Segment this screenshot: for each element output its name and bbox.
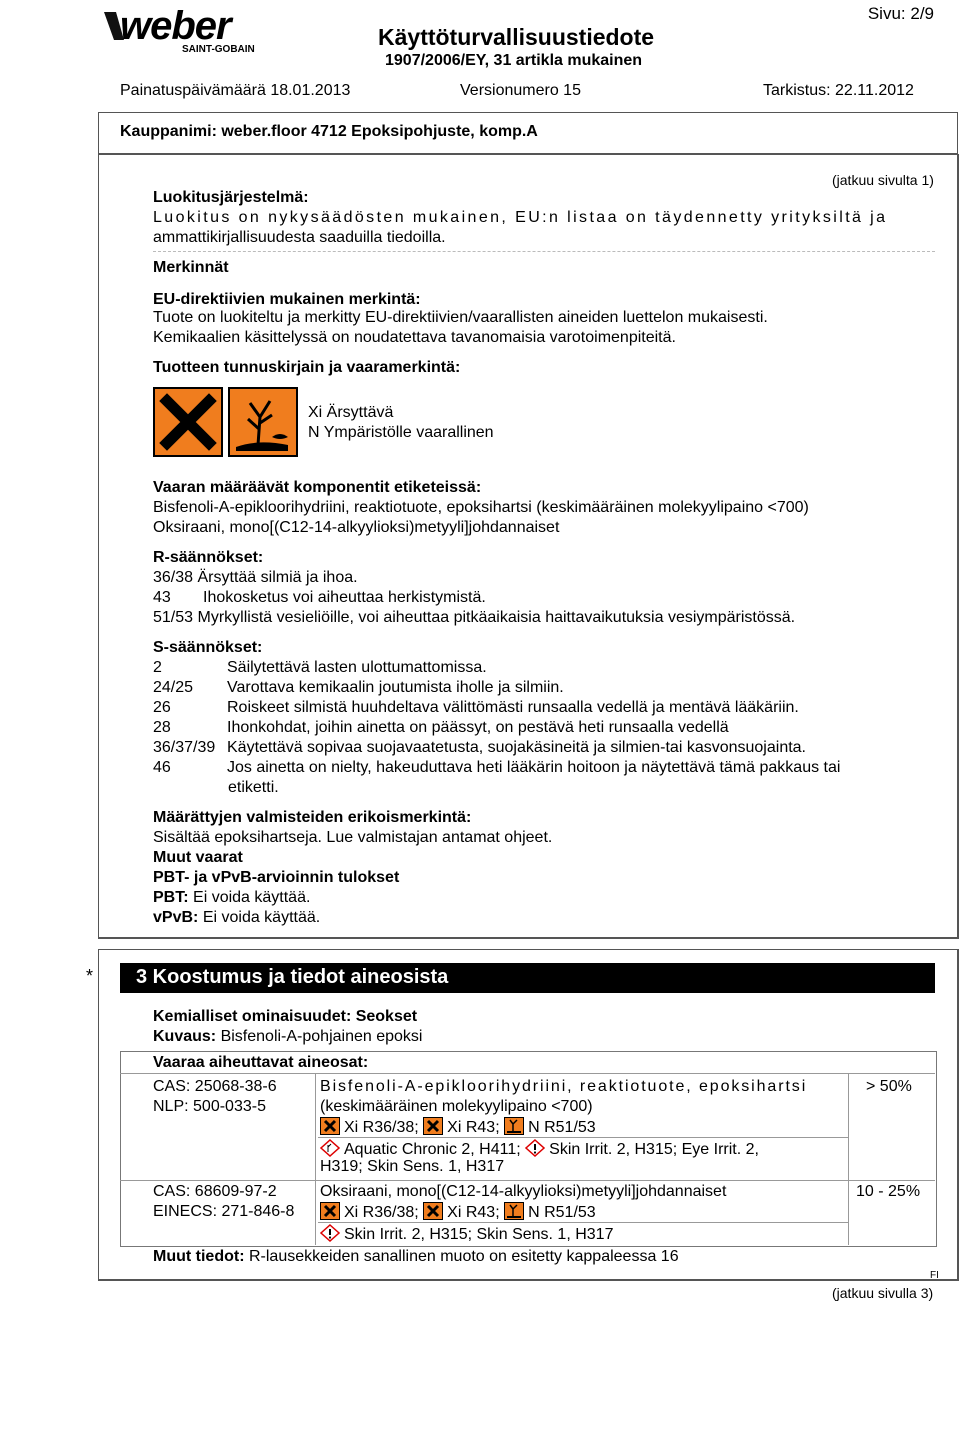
eu-text-2: Kemikaalien käsittelyssä on noudatettava tavanomaisia varotoimenpiteitä. <box>153 329 676 346</box>
weber-logo <box>100 6 260 54</box>
component-item: Oksiraani, mono[(C12-14-alkyylioksi)metyyli]johdannaiset <box>153 519 560 536</box>
component-item: Bisfenoli-A-epikloorihydriini, reaktiotuote, epoksihartsi (keskimääräinen molekyylipaino <700) <box>153 499 809 516</box>
change-marker: * <box>86 966 94 986</box>
s-phrase: 24/25 Varottava kemikaalin joutumista iholle ja silmiin. <box>153 679 564 696</box>
document-title: Käyttöturvallisuustiedote <box>378 24 655 50</box>
r-phrase: 51/53 Myrkyllistä vesieliöille, voi aiheuttaa pitkäaikaisia haittavaikutuksia vesiympäristössä. <box>153 609 796 626</box>
symbol-xi-text: Xi Ärsyttävä <box>308 404 394 421</box>
language-code: FI <box>930 1270 939 1281</box>
table-row-r-phrases: Xi R36/38; Xi R43; N R51/53 <box>320 1117 596 1138</box>
print-date: Painatuspäivämäärä 18.01.2013 <box>120 82 351 99</box>
s-phrase: 46 Jos ainetta on nielty, hakeuduttava heti lääkärin hoitoon ja näytettävä tämä pakkaus tai <box>153 759 841 776</box>
eu-text-1: Tuote on luokiteltu ja merkitty EU-direktiivien/vaarallisten aineiden luettelon mukaisesti. <box>153 309 768 326</box>
other-information: Muut tiedot: R-lausekkeiden sanallinen muoto on esitetty kappaleessa 16 <box>153 1248 679 1265</box>
document-subtitle: 1907/2006/EY, 31 artikla mukainen <box>385 52 643 69</box>
s-phrases-label: S-säännökset: <box>153 639 263 656</box>
components-label: Vaaran määräävät komponentit etiketeissä: <box>153 479 482 496</box>
table-row-id: NLP: 500-033-5 <box>153 1098 266 1115</box>
classification-system-text: Luokitus on nykysäädösten mukainen, EU:n listaa on täydennetty yrityksiltä ja <box>153 209 888 226</box>
description: Kuvaus: Bisfenoli-A-pohjainen epoksi <box>153 1028 423 1045</box>
vpvb-result: vPvB: Ei voida käyttää. <box>153 909 321 926</box>
s-phrase-continued: etiketti. <box>228 779 279 796</box>
table-row-name: Oksiraani, mono[(C12-14-alkyylioksi)metyyli]johdannaiset <box>320 1183 727 1200</box>
symbol-n-text: N Ympäristölle vaarallinen <box>308 424 494 441</box>
brand-sub: SAINT-GOBAIN <box>182 44 255 55</box>
continued-to: (jatkuu sivulla 3) <box>832 1285 934 1301</box>
xi-irritant-icon <box>423 1117 443 1135</box>
r-phrases-label: R-säännökset: <box>153 549 264 566</box>
n-environment-icon <box>504 1117 524 1135</box>
table-row-id: EINECS: 271-846-8 <box>153 1203 295 1220</box>
divider <box>153 251 935 252</box>
table-row-name: (keskimääräinen molekyylipaino <700) <box>320 1098 593 1115</box>
table-row-id: CAS: 68609-97-2 <box>153 1183 277 1200</box>
xi-irritant-icon <box>423 1202 443 1220</box>
table-row-name: Bisfenoli-A-epikloorihydriini, reaktiotuote, epoksihartsi <box>320 1078 808 1095</box>
pbt-heading: PBT- ja vPvB-arvioinnin tulokset <box>153 869 400 886</box>
s-phrase: 36/37/39 Käytettävä sopivaa suojavaatetusta, suojakäsineitä ja silmien-tai kasvonsuojainta. <box>153 739 806 756</box>
ghs-exclamation-icon <box>320 1224 340 1242</box>
table-row-percentage: 10 - 25% <box>856 1183 921 1200</box>
eu-label: EU-direktiivien mukainen merkintä: <box>153 291 421 308</box>
xi-irritant-icon <box>320 1117 340 1135</box>
version-number: Versionumero 15 <box>460 82 581 99</box>
xi-irritant-icon <box>320 1202 340 1220</box>
page-number: Sivu: 2/9 <box>867 4 934 23</box>
chemical-characterization: Kemialliset ominaisuudet: Seokset <box>153 1008 418 1025</box>
classification-system-text-2: ammattikirjallisuudesta saaduilla tiedoilla. <box>153 229 446 246</box>
s-phrase: 2 Säilytettävä lasten ulottumattomissa. <box>153 659 487 676</box>
symbols-label: Tuotteen tunnuskirjain ja vaaramerkintä: <box>153 359 461 376</box>
table-row-clp: Skin Irrit. 2, H315; Skin Sens. 1, H317 <box>320 1224 613 1245</box>
r-phrase: 36/38 Ärsyttää silmiä ja ihoa. <box>153 569 358 586</box>
r-phrase: 43 Ihokosketus voi aiheuttaa herkistymistä. <box>153 589 486 606</box>
table-row-clp: H319; Skin Sens. 1, H317 <box>320 1158 505 1175</box>
continued-from: (jatkuu sivulta 1) <box>832 172 934 188</box>
s-phrase: 28 Ihonkohdat, joihin ainetta on päässyt, on pestävä heti runsaalla vedellä <box>153 719 729 736</box>
classification-system-label: Luokitusjärjestelmä: <box>153 189 309 206</box>
table-row-percentage: > 50% <box>866 1078 912 1095</box>
trade-name: Kauppanimi: weber.floor 4712 Epoksipohjuste, komp.A <box>120 123 538 140</box>
special-label: Määrättyjen valmisteiden erikoismerkintä: <box>153 809 472 826</box>
n-environment-icon <box>504 1202 524 1220</box>
revision-date: Tarkistus: 22.11.2012 <box>763 82 914 99</box>
table-row-r-phrases: Xi R36/38; Xi R43; N R51/53 <box>320 1202 596 1223</box>
xi-irritant-symbol-icon <box>153 387 223 457</box>
pbt-result: PBT: Ei voida käyttää. <box>153 889 311 906</box>
s-phrase: 26 Roiskeet silmistä huuhdeltava välittömästi runsaalla vedellä ja mentävä lääkäriin. <box>153 699 799 716</box>
brand-name: weber <box>120 4 231 48</box>
other-hazards-heading: Muut vaarat <box>153 849 243 866</box>
ghs-environment-icon <box>320 1139 340 1157</box>
n-environment-symbol-icon <box>228 387 298 457</box>
labelling-heading: Merkinnät <box>153 259 229 276</box>
table-row-clp: Aquatic Chronic 2, H411; Skin Irrit. 2, H315; Eye Irrit. 2, <box>320 1139 759 1160</box>
hazardous-ingredients-label: Vaaraa aiheuttavat aineosat: <box>153 1054 369 1071</box>
special-text: Sisältää epoksihartseja. Lue valmistajan antamat ohjeet. <box>153 829 553 846</box>
section3-heading: 3 Koostumus ja tiedot aineosista <box>120 963 935 993</box>
ghs-exclamation-icon <box>525 1139 545 1157</box>
table-row-id: CAS: 25068-38-6 <box>153 1078 277 1095</box>
